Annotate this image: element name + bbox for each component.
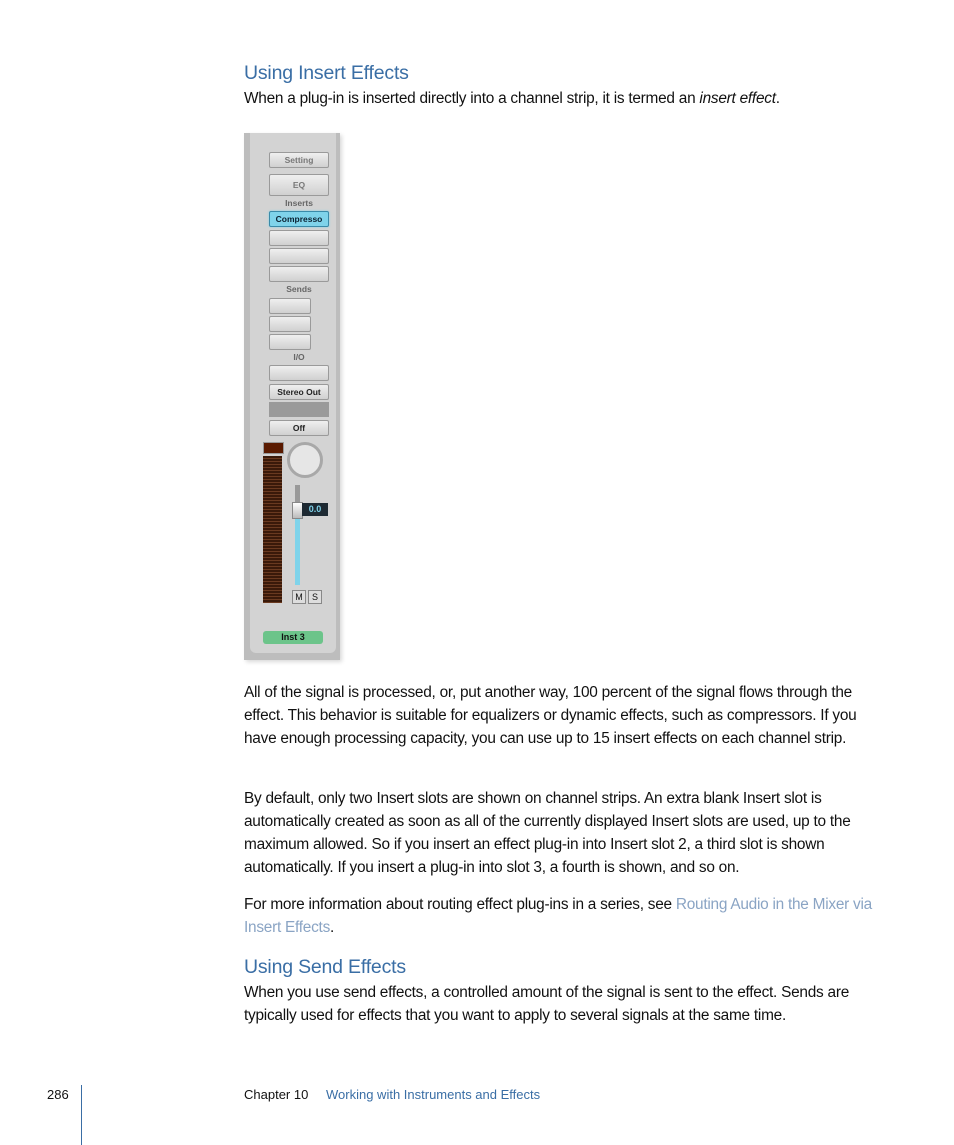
chapter-title: Working with Instruments and Effects	[326, 1087, 541, 1102]
insert-slot-4[interactable]	[269, 266, 329, 282]
section-heading: Using Send Effects	[244, 956, 406, 978]
channel-name[interactable]: Inst 3	[263, 631, 323, 644]
paragraph: When you use send effects, a controlled amount of the signal is sent to the effect. Sends are typically used for effects that you want to apply to several signals at the same time.	[244, 984, 850, 1024]
intro-end: .	[775, 90, 780, 107]
insert-slot-2[interactable]	[269, 230, 329, 246]
volume-readout: 0.0	[302, 503, 328, 516]
footer-divider	[81, 1085, 82, 1145]
mute-button[interactable]: M	[292, 590, 306, 604]
pan-knob[interactable]	[287, 442, 323, 478]
send-slot-1[interactable]	[269, 298, 311, 314]
channel-strip-image	[244, 133, 340, 660]
peak-indicator	[263, 442, 284, 454]
group-slot[interactable]	[269, 402, 329, 417]
eq-button[interactable]: EQ	[269, 174, 329, 196]
insert-slot-3[interactable]	[269, 248, 329, 264]
page-number: 286	[47, 1087, 69, 1102]
automation-button[interactable]: Off	[269, 420, 329, 436]
output-button[interactable]: Stereo Out	[269, 384, 329, 400]
solo-button[interactable]: S	[308, 590, 322, 604]
send-slot-2[interactable]	[269, 316, 311, 332]
setting-button[interactable]: Setting	[269, 152, 329, 168]
section-heading: Using Insert Effects	[244, 62, 409, 84]
level-meter	[263, 456, 282, 603]
io-label: I/O	[293, 352, 305, 362]
paragraph	[244, 893, 876, 939]
para-end: .	[330, 919, 335, 936]
sends-label: Sends	[286, 284, 312, 294]
send-slot-3[interactable]	[269, 334, 311, 350]
intro-emphasis: insert effect	[699, 90, 776, 107]
paragraph: All of the signal is processed, or, put another way, 100 percent of the signal flows through the effect. This behavior is suitable for equalizers or dynamic effects, such as compressors. If you have enough processing capacity, you can use up to 15 insert effects on each channel strip.	[244, 684, 857, 747]
intro-text: When a plug-in is inserted directly into a channel strip, it is termed an	[244, 90, 700, 107]
para-text: For more information about routing effect plug-ins in a series, see	[244, 896, 676, 913]
intro-paragraph	[244, 87, 876, 110]
insert-slot-1[interactable]: Compresso	[269, 211, 329, 227]
inserts-label: Inserts	[285, 198, 313, 208]
input-slot[interactable]	[269, 365, 329, 381]
paragraph: By default, only two Insert slots are shown on channel strips. An extra blank Insert slot is automatically created as soon as all of the currently displayed Insert slots are used, up to the maximum allowed. So if you insert an effect plug-in into Insert slot 2, a third slot is shown automatically. If you insert a plug-in into slot 3, a fourth is shown, and so on.	[244, 790, 851, 876]
chapter-label: Chapter 10	[244, 1087, 309, 1102]
volume-fader-fill	[295, 515, 300, 585]
routing-link[interactable]: Routing Audio in the Mixer via Insert Effects	[244, 896, 872, 936]
